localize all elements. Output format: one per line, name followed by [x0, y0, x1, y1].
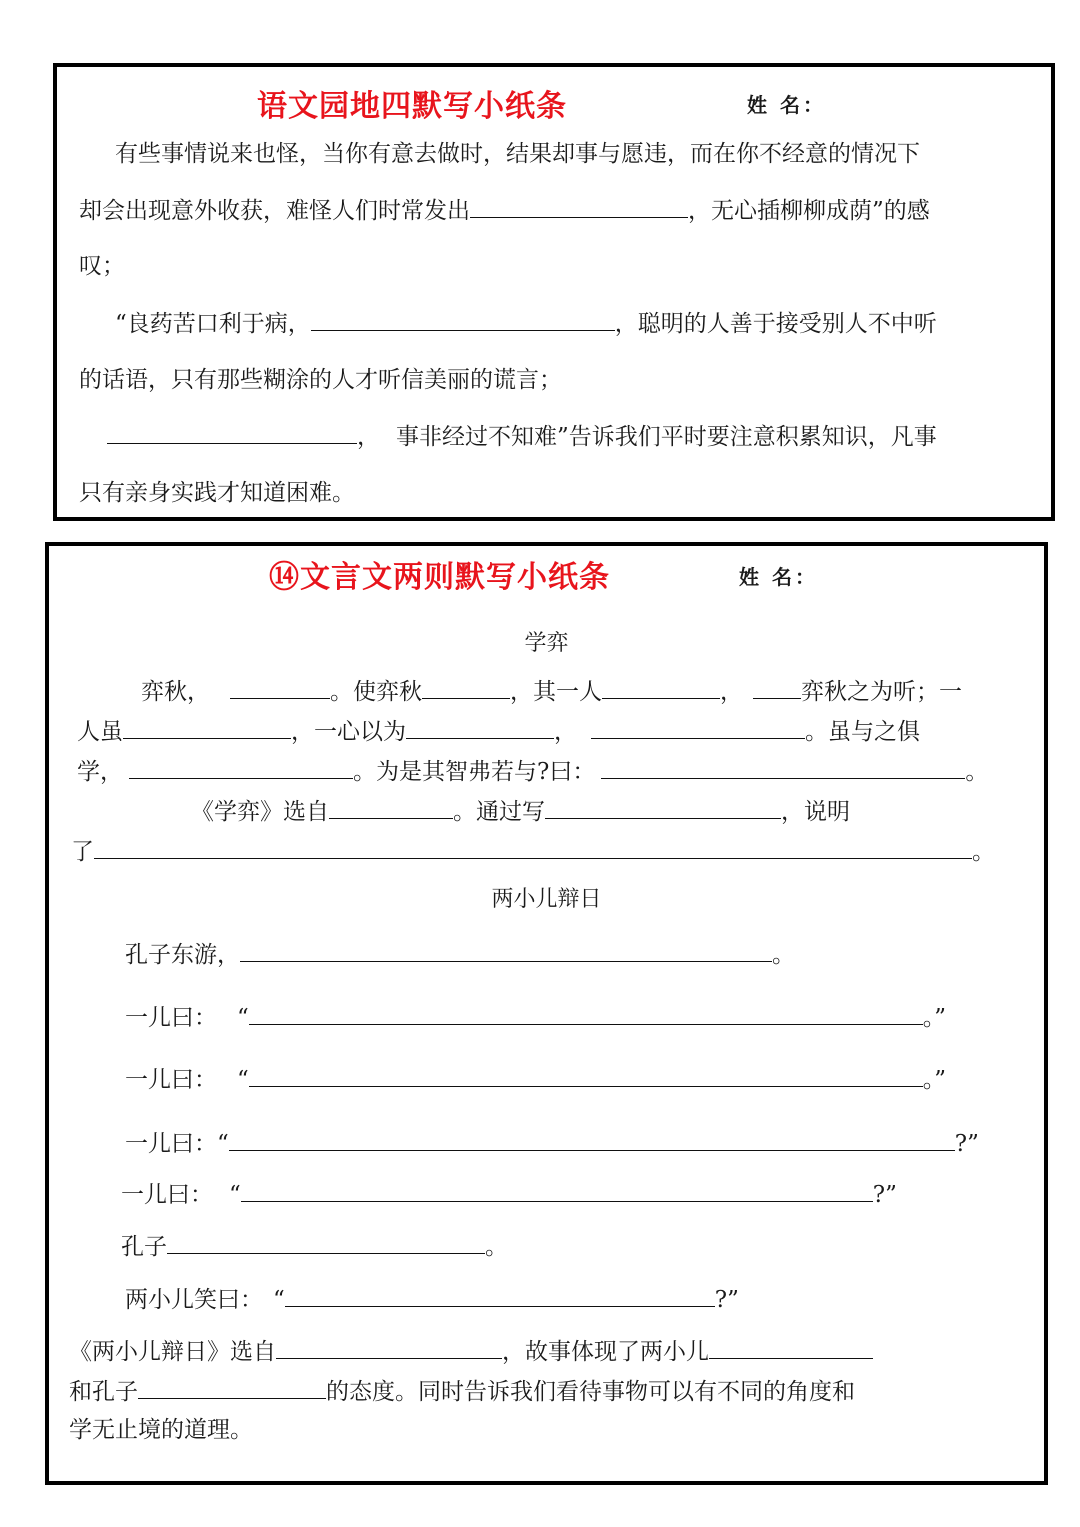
text-segment: 的态度。同时告诉我们看待事物可以有不同的角度和 [326, 1379, 855, 1405]
blank-proverb-3[interactable] [107, 421, 357, 444]
text-segment: 。 [972, 839, 995, 865]
text-segment: “ [237, 1067, 249, 1093]
text-segment: 。使弈秋 [330, 679, 422, 705]
blank[interactable] [249, 1002, 923, 1025]
text-line [115, 308, 937, 339]
text-line [69, 1336, 873, 1367]
text-segment: “ [229, 1182, 241, 1208]
blank[interactable] [601, 756, 965, 779]
text-segment: ，故事体现了两小儿 [502, 1339, 709, 1365]
text-line: 的话语，只有那些糊涂的人才听信美丽的谎言； [79, 367, 562, 393]
blank[interactable] [129, 756, 353, 779]
section-heading-xueyi: 学弈 [524, 631, 569, 656]
text-segment: 事非经过不知难”告诉我们平时要注意积累知识，凡事 [396, 424, 937, 450]
card-title: ⑭文言文两则默写小纸条 [269, 560, 610, 595]
text-line [77, 716, 920, 747]
text-segment: ， [357, 424, 380, 450]
text-segment: 《两小儿辩日》选自 [69, 1339, 276, 1365]
blank-proverb-1[interactable] [470, 195, 688, 218]
blank[interactable] [241, 1179, 873, 1202]
text-segment: 两小儿笑曰： [125, 1287, 263, 1313]
text-segment: 和孔子 [69, 1379, 138, 1405]
blank[interactable] [249, 1064, 923, 1087]
text-segment: ，一心以为 [291, 719, 406, 745]
text-line [191, 796, 850, 827]
blank[interactable] [753, 676, 801, 699]
text-segment: “良药苦口利于病， [115, 311, 311, 337]
text-segment: ?” [872, 1182, 897, 1208]
section-heading-liangxiaoer: 两小儿辩日 [491, 887, 602, 912]
text-segment: 一儿曰： [125, 1005, 217, 1031]
text-segment: 。 [965, 759, 989, 785]
text-segment: 却会出现意外收获，难怪人们时常发出 [79, 198, 470, 224]
text-segment: 一儿曰： [125, 1067, 217, 1093]
text-segment: “ [237, 1005, 249, 1031]
text-segment: ，说明 [781, 799, 850, 825]
text-line [121, 1179, 897, 1210]
text-segment: 。虽与之俱 [805, 719, 920, 745]
blank[interactable] [229, 1128, 955, 1151]
text-line: 叹； [79, 253, 125, 279]
blank[interactable] [240, 939, 772, 962]
text-segment: 。 [772, 942, 795, 968]
blank[interactable] [709, 1336, 873, 1359]
text-line [125, 1128, 979, 1159]
text-segment: 孔子东游， [125, 942, 240, 968]
text-segment: ，聪明的人善于接受别人不中听 [614, 311, 937, 337]
text-segment: ?” [954, 1131, 979, 1157]
blank[interactable] [167, 1231, 485, 1254]
text-segment: “ [273, 1287, 285, 1313]
card-title: 语文园地四默写小纸条 [257, 89, 567, 124]
blank[interactable] [329, 796, 453, 819]
text-segment: ?” [714, 1287, 739, 1313]
text-segment: 弈秋， [141, 679, 210, 705]
text-segment: 。通过写 [453, 799, 545, 825]
text-segment: 一儿曰：“ [125, 1131, 229, 1157]
text-line: 只有亲身实践才知道困难。 [79, 480, 355, 506]
text-line [77, 756, 988, 787]
text-segment: 弈秋之为听；一 [801, 679, 962, 705]
text-line [125, 1064, 946, 1095]
text-line [125, 1002, 946, 1033]
text-segment: 。为是其智弗若与?曰： [353, 759, 596, 785]
blank[interactable] [422, 676, 510, 699]
text-line: 有些事情说来也怪，当你有意去做时，结果却事与愿违，而在你不经意的情况下 [115, 141, 920, 167]
text-segment: 学， [77, 759, 123, 785]
text-segment: ，其一人 [510, 679, 602, 705]
blank[interactable] [230, 676, 330, 699]
text-line [107, 421, 937, 452]
text-line [69, 1376, 855, 1407]
text-line [71, 836, 995, 867]
text-segment: 《学弈》选自 [191, 799, 329, 825]
blank[interactable] [123, 716, 291, 739]
text-line [125, 939, 795, 970]
dictation-card-unit4 [53, 63, 1055, 521]
text-segment: ， [554, 719, 577, 745]
blank[interactable] [406, 716, 554, 739]
text-segment: ， [720, 679, 743, 705]
blank[interactable] [138, 1376, 326, 1399]
blank[interactable] [94, 836, 972, 859]
text-segment: 一儿曰： [121, 1182, 213, 1208]
text-line [79, 195, 930, 226]
text-line [141, 676, 962, 707]
blank[interactable] [602, 676, 720, 699]
text-segment: 。 [485, 1234, 508, 1260]
text-line [125, 1284, 739, 1315]
name-label: 姓 名： [747, 93, 826, 117]
blank[interactable] [545, 796, 781, 819]
text-segment: 了 [71, 839, 94, 865]
blank[interactable] [276, 1336, 502, 1359]
text-line [121, 1231, 508, 1262]
blank[interactable] [591, 716, 805, 739]
dictation-card-classical [45, 542, 1048, 1485]
blank[interactable] [285, 1284, 715, 1307]
blank-proverb-2[interactable] [311, 308, 615, 331]
text-segment: ，无心插柳柳成荫”的感 [688, 198, 930, 224]
text-line: 学无止境的道理。 [69, 1417, 253, 1443]
text-segment: 。” [922, 1005, 947, 1031]
text-segment: 。” [922, 1067, 947, 1093]
text-segment: 人虽 [77, 719, 123, 745]
name-label: 姓 名： [739, 565, 818, 589]
text-segment: 孔子 [121, 1234, 167, 1260]
